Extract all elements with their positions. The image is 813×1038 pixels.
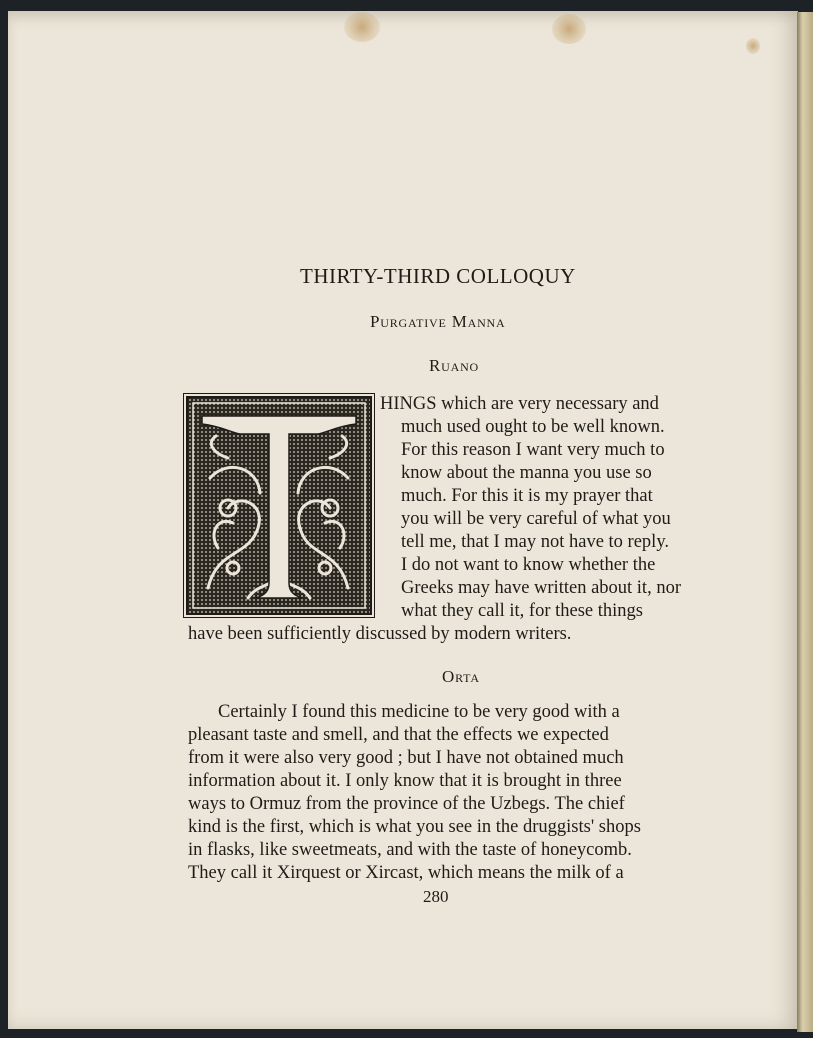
paragraph-line: information about it. I only know that it is brought in three	[188, 771, 622, 791]
chapter-subtitle: Purgative Manna	[370, 312, 506, 331]
paragraph-line: ways to Ormuz from the province of the Uzbegs. The chief	[188, 794, 625, 814]
speaker-name: Ruano	[429, 356, 480, 375]
paragraph-line: tell me, that I may not have to reply.	[401, 532, 669, 552]
foxing-stain	[746, 38, 760, 54]
decorated-initial-art	[188, 398, 370, 613]
paragraph-line: Greeks may have written about it, nor	[401, 578, 681, 598]
paragraph-line: HINGS which are very necessary and	[380, 394, 659, 414]
speaker-name: Orta	[442, 667, 480, 686]
page-number: 280	[423, 887, 449, 906]
paragraph-line: know about the manna you use so	[401, 463, 652, 483]
paragraph-line: in flasks, like sweetmeats, and with the taste of honeycomb.	[188, 840, 632, 860]
paragraph-line: kind is the first, which is what you see in the druggists' shops	[188, 817, 641, 837]
adjacent-page-edge	[797, 12, 813, 1032]
paragraph-line: from it were also very good ; but I have not obtained much	[188, 748, 624, 768]
paragraph-line: Certainly I found this medicine to be very good with a	[218, 702, 620, 722]
paragraph-line: you will be very careful of what you	[401, 509, 671, 529]
paragraph-line: For this reason I want very much to	[401, 440, 665, 460]
foxing-stain	[552, 14, 586, 44]
paragraph-line: I do not want to know whether the	[401, 555, 656, 575]
paragraph-line: what they call it, for these things	[401, 601, 643, 621]
decorated-initial	[186, 396, 372, 615]
paragraph-line: much used ought to be well known.	[401, 417, 665, 437]
paragraph-line: much. For this it is my prayer that	[401, 486, 653, 506]
paragraph-line: pleasant taste and smell, and that the effects we expected	[188, 725, 609, 745]
paragraph-line: have been sufficiently discussed by modern writers.	[188, 624, 572, 644]
foxing-stain	[344, 12, 380, 42]
chapter-title: THIRTY-THIRD COLLOQUY	[300, 264, 576, 288]
paragraph-line: They call it Xirquest or Xircast, which means the milk of a	[188, 863, 624, 883]
